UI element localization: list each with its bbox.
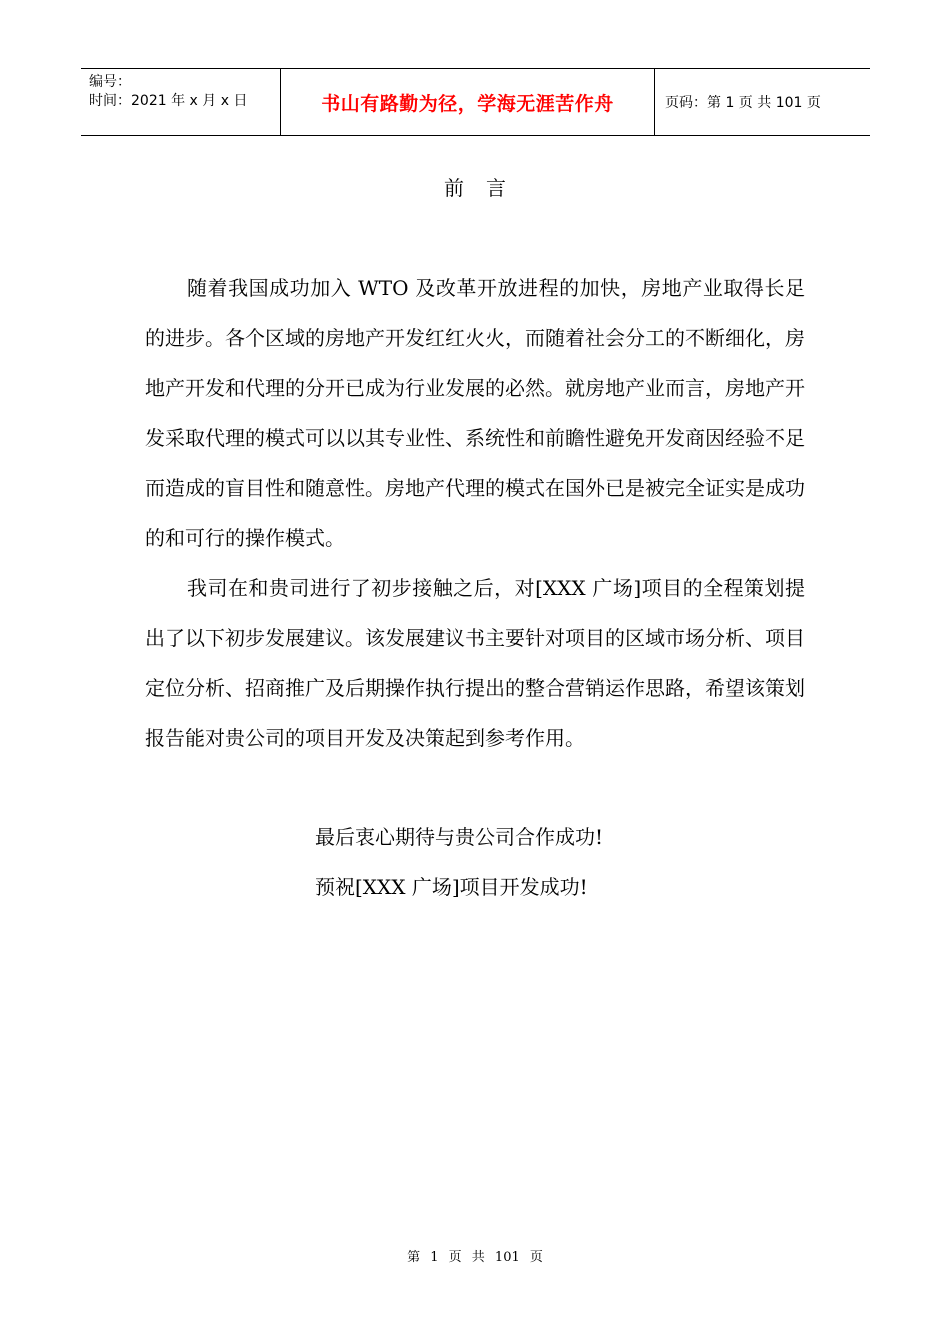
document-body xyxy=(145,263,805,763)
header-motto-cell xyxy=(281,69,655,135)
header-page-info: 页码：第 1 页 共 101 页 xyxy=(665,95,821,111)
page-header xyxy=(81,68,870,136)
page-footer: 第 1 页 共 101 页 xyxy=(407,1250,543,1265)
closing-line-1: 最后衷心期待与贵公司合作成功! xyxy=(315,825,604,849)
document-number-label: 编号： xyxy=(89,74,131,90)
header-motto: 书山有路勤为径，学海无涯苦作舟 xyxy=(321,92,614,115)
paragraph-2: 我司在和贵司进行了初步接触之后，对[XXX 广场]项目的全程策划提出了以下初步发展建议。该发展建议书主要针对项目的区域市场分析、项目定位分析、招商推广及后期操作执行提出的整合营销运作思路，希望该策划报告能对贵公司的项目开发及决策起到参考作用。 xyxy=(145,576,805,750)
closing-lines xyxy=(315,812,603,912)
closing-line-2: 预祝[XXX 广场]项目开发成功! xyxy=(315,875,588,899)
document-title: 前言 xyxy=(444,176,528,200)
document-date: 时间：2021 年 x 月 x 日 xyxy=(89,93,248,109)
paragraph-1: 随着我国成功加入 WTO 及改革开放进程的加快，房地产业取得长足的进步。各个区域的房地产开发红红火火，而随着社会分工的不断细化，房地产开发和代理的分开已成为行业发展的必然。就房地产业而言，房地产开发采取代理的模式可以以其专业性、系统性和前瞻性避免开发商因经验不足而造成的盲目性和随意性。房地产代理的模式在国外已是被完全证实是成功的和可行的操作模式。 xyxy=(145,276,805,550)
header-meta xyxy=(81,69,281,135)
